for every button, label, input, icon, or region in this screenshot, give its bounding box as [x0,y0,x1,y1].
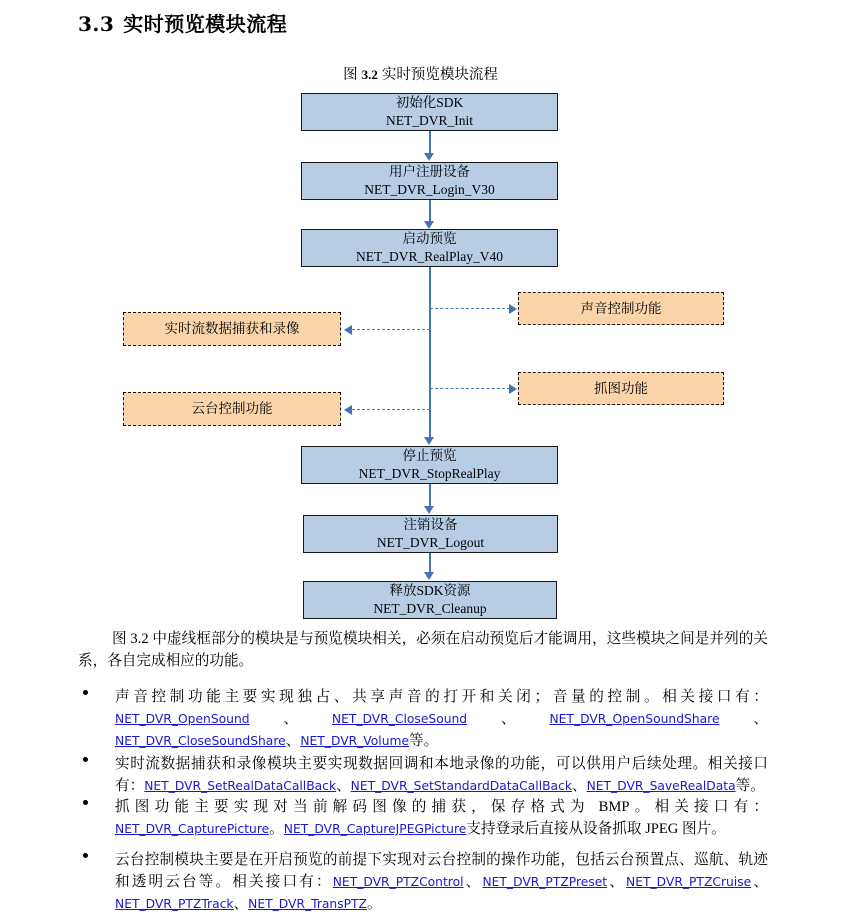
sep: 、 [336,778,351,794]
api-link-net-dvr-opensound[interactable]: NET_DVR_OpenSound [115,712,250,726]
api-link-net-dvr-transptz[interactable]: NET_DVR_TransPTZ [248,897,367,911]
sep: 、 [467,711,550,727]
flow-box-login-title: 用户注册设备 [389,164,470,180]
bullet-dot-icon [83,690,88,695]
flow-box-stoprealplay-title: 停止预览 [402,448,457,464]
sep: 、 [607,874,627,890]
bullet-dot-icon [83,853,88,858]
arrowhead-to-ptz-control [344,405,352,415]
flow-box-login-api: NET_DVR_Login_V30 [364,182,495,197]
bullet-dot-icon [83,757,88,762]
bullet-1-text: 声音控制功能主要实现独占、共享声音的打开和关闭；音量的控制。相关接口有： [115,689,768,705]
module-box-stream-capture-label: 实时流数据捕获和录像 [164,321,300,337]
flow-box-realplay-title: 启动预览 [402,231,457,247]
flow-box-init-api: NET_DVR_Init [386,113,473,128]
module-box-ptz-control-label: 云台控制功能 [191,401,273,417]
api-link-net-dvr-closesound[interactable]: NET_DVR_CloseSound [331,712,468,726]
sep: 、 [233,896,249,912]
sep: 、 [719,711,768,727]
connector-logout-to-cleanup [429,553,431,573]
module-box-ptz-control[interactable] [123,392,341,426]
flow-box-login[interactable] [301,162,558,200]
list-item [78,753,768,797]
flow-box-realplay[interactable] [301,229,558,267]
intro-paragraph [78,628,768,672]
api-link-net-dvr-ptzcruise[interactable]: NET_DVR_PTZCruise [626,875,752,889]
list-item [78,686,768,752]
arrowhead-to-stream-capture [344,325,352,335]
bullet-4-text-after: 。 [366,896,382,912]
api-link-net-dvr-ptzpreset[interactable]: NET_DVR_PTZPreset [482,875,608,889]
arrowhead-login-to-realplay [424,221,434,229]
flow-box-stoprealplay-api: NET_DVR_StopRealPlay [358,466,501,481]
connector-realplay-trunk [429,267,431,438]
api-link-net-dvr-setrealdatacallback[interactable]: NET_DVR_SetRealDataCallBack [144,779,337,793]
branch-to-stream-capture [352,329,430,330]
bullet-2-text-after: 等。 [735,778,765,794]
connector-stoprealplay-to-logout [429,484,431,507]
bullet-1-text-after: 等。 [409,733,439,749]
flow-box-logout-title: 注销设备 [403,517,458,533]
api-link-net-dvr-volume[interactable]: NET_DVR_Volume [300,734,410,748]
api-link-net-dvr-saverealdata[interactable]: NET_DVR_SaveRealData [586,779,736,793]
branch-to-snapshot [430,388,510,389]
sep: 、 [285,733,301,749]
arrowhead-logout-to-cleanup [424,572,434,580]
bullet-4-text: 云台控制模块主要是在开启预览的前提下实现对云台控制的操作功能，包括云台预置点、巡航、轨迹和透明云台等。相关接口有： [115,852,768,890]
list-item [78,796,768,840]
intro-fig-number: 3.2 [130,631,149,647]
api-link-net-dvr-capturepicture[interactable]: NET_DVR_CapturePicture [115,822,270,836]
flow-box-cleanup-title: 释放SDK资源 [389,583,471,599]
api-link-net-dvr-ptztrack[interactable]: NET_DVR_PTZTrack [115,897,234,911]
arrowhead-to-snapshot [509,384,517,394]
bullet-3-text-after: 。 [269,821,284,837]
connector-init-to-login [429,131,431,154]
list-item-body [115,686,768,752]
api-link-net-dvr-opensoundshare[interactable]: NET_DVR_OpenSoundShare [549,712,720,726]
figure-caption-number: 3.2 [361,67,378,82]
arrowhead-stoprealplay-to-logout [424,506,434,514]
module-box-snapshot[interactable] [518,372,724,405]
branch-to-sound-control [430,308,510,309]
flow-box-logout[interactable] [303,515,558,553]
connector-login-to-realplay [429,200,431,221]
sep: 、 [249,711,332,727]
module-box-sound-control-label: 声音控制功能 [580,300,662,316]
module-box-sound-control[interactable] [518,292,724,325]
sep: 、 [571,778,587,794]
section-title-text: 实时预览模块流程 [123,12,288,36]
module-box-stream-capture[interactable] [123,312,341,346]
module-box-snapshot-label: 抓图功能 [594,380,648,396]
flow-box-stoprealplay[interactable] [301,446,558,484]
list-item-body [115,796,768,840]
bullet-3-text: 抓图功能主要实现对当前解码图像的捕获，保存格式为 BMP。相关接口有： [115,799,768,815]
arrowhead-init-to-login [424,153,434,161]
flow-box-logout-api: NET_DVR_Logout [376,535,485,550]
api-link-net-dvr-ptzcontrol[interactable]: NET_DVR_PTZControl [332,875,464,889]
branch-to-ptz-control [352,409,430,410]
bullet-dot-icon [83,800,88,805]
flow-box-cleanup-api: NET_DVR_Cleanup [373,601,487,616]
flow-box-init[interactable] [301,93,558,131]
sep: 、 [751,874,768,890]
flow-box-realplay-api: NET_DVR_RealPlay_V40 [356,249,503,264]
api-link-net-dvr-setstandarddatacallback[interactable]: NET_DVR_SetStandardDataCallBack [350,779,572,793]
sep: 、 [463,874,483,890]
bullet-2-text: 实时流数据捕获和录像模块主要实现数据回调和本地录像的功能，可以供用户后续处理。相关接口有： [115,756,768,794]
figure-caption [0,63,841,84]
api-link-net-dvr-closesoundshare[interactable]: NET_DVR_CloseSoundShare [115,734,286,748]
bullet-3-extra-text: 支持登录后直接从设备抓取 JPEG 图片。 [466,821,726,837]
intro-rest-text: 中虚线框部分的模块是与预览模块相关，必须在启动预览后才能调用，这些模块之间是并列的关系，各自完成相应的功能。 [78,631,768,669]
list-item-body [115,753,768,797]
flowchart-figure [0,56,841,626]
arrowhead-to-sound-control [509,304,517,314]
intro-fig-label: 图 [112,631,127,647]
flow-box-init-title: 初始化SDK [395,95,464,111]
section-number: 3.3 [78,12,115,36]
figure-caption-text: 实时预览模块流程 [381,67,498,83]
flow-box-cleanup[interactable] [303,581,557,619]
page-title [78,8,287,37]
list-item [78,849,768,915]
api-link-net-dvr-capturejpegpicture[interactable]: NET_DVR_CaptureJPEGPicture [283,822,467,836]
figure-caption-prefix: 图 [343,67,358,83]
arrowhead-trunk-to-stoprealplay [424,437,434,445]
list-item-body [115,849,768,915]
